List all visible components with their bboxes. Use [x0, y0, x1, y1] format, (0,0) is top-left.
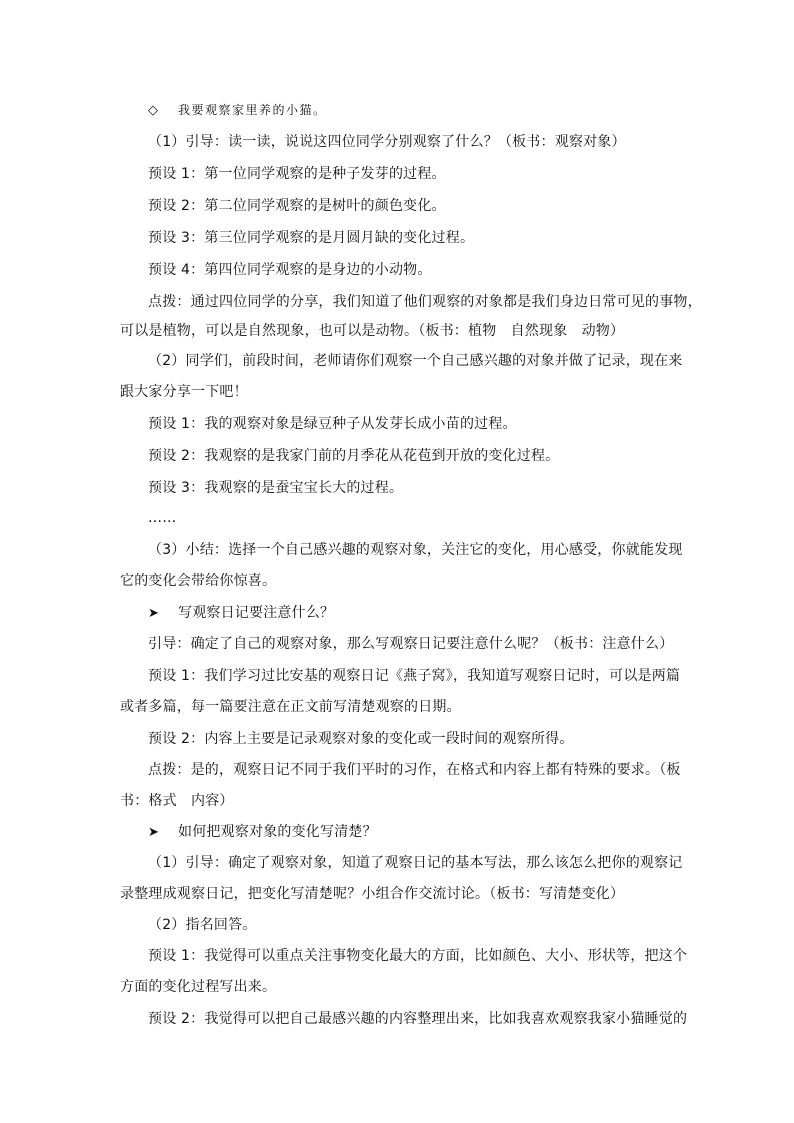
paragraph-line: 跟大家分享一下吧！	[120, 384, 248, 400]
paragraph-line: 预设 3：第三位同学观察的是月圆月缺的变化过程。	[148, 230, 475, 246]
paragraph-line: 预设 2：内容上主要是记录观察对象的变化或一段时间的观察所得。	[148, 731, 574, 747]
paragraph-line: （2）同学们，前段时间，老师请你们观察一个自己感兴趣的对象并做了记录，现在来	[148, 353, 683, 369]
paragraph-line: 预设 1：我觉得可以重点关注事物变化最大的方面，比如颜色、大小、形状等，把这个	[148, 948, 688, 964]
paragraph-line: 预设 1：我们学习过比安基的观察日记《燕子窝》，我知道写观察日记时，可以是两篇	[148, 668, 681, 684]
arrow-bullet-icon: ➤	[148, 825, 160, 840]
arrow-bullet-line	[148, 822, 688, 843]
paragraph-line: 它的变化会带给你惊喜。	[120, 573, 277, 589]
paragraph-line: （3）小结：选择一个自己感兴趣的观察对象，关注它的变化，用心感受，你就能发现	[148, 542, 683, 558]
paragraph-line: 预设 2：我观察的是我家门前的月季花从花苞到开放的变化过程。	[148, 448, 560, 464]
paragraph-line: 引导：确定了自己的观察对象，那么写观察日记要注意什么呢？（板书：注意什么）	[148, 636, 674, 652]
paragraph-line: 或者多篇，每一篇要注意在正文前写清楚观察的日期。	[120, 699, 461, 715]
paragraph-line: （1）引导：确定了观察对象，知道了观察日记的基本写法，那么该怎么把你的观察记	[148, 855, 683, 871]
paragraph-line: 录整理成观察日记，把变化写清楚呢？小组合作交流讨论。（板书：写清楚变化）	[120, 886, 625, 902]
arrow-bullet-line	[148, 603, 688, 624]
arrow-bullet-icon: ➤	[148, 606, 160, 621]
ellipsis-line: ……	[148, 510, 177, 526]
diamond-bullet-line	[148, 100, 688, 121]
paragraph-line: 方面的变化过程写出来。	[120, 979, 277, 995]
paragraph-line: 点拨：通过四位同学的分享，我们知道了他们观察的对象都是我们身边日常可见的事物，	[148, 294, 702, 310]
paragraph-line: 预设 1：第一位同学观察的是种子发芽的过程。	[148, 166, 446, 182]
diamond-bullet-icon: ◇	[148, 103, 159, 118]
paragraph-line: 点拨：是的，观察日记不同于我们平时的习作，在格式和内容上都有特殊的要求。（板	[148, 762, 681, 778]
paragraph-line: （1）引导：读一读，说说这四位同学分别观察了什么？（板书：观察对象）	[148, 134, 626, 150]
paragraph-line: 预设 1：我的观察对象是绿豆种子从发芽长成小苗的过程。	[148, 416, 517, 432]
line-text: 如何把观察对象的变化写清楚？	[178, 824, 377, 840]
paragraph-line: 预设 2：第二位同学观察的是树叶的颜色变化。	[148, 198, 446, 214]
paragraph-line: 预设 4：第四位同学观察的是身边的小动物。	[148, 262, 432, 278]
paragraph-line: 预设 2：我觉得可以把自己最感兴趣的内容整理出来，比如我喜欢观察我家小猫睡觉的	[148, 1011, 688, 1027]
paragraph-line: （2）指名回答。	[148, 917, 257, 933]
line-text: 我要观察家里养的小猫。	[178, 103, 327, 117]
paragraph-line: 书：格式 内容）	[120, 793, 234, 809]
paragraph-line: 预设 3：我观察的是蚕宝宝长大的过程。	[148, 480, 404, 496]
paragraph-line: 可以是植物，可以是自然现象，也可以是动物。（板书：植物 自然现象 动物）	[120, 323, 625, 339]
line-text: 写观察日记要注意什么？	[178, 605, 335, 621]
